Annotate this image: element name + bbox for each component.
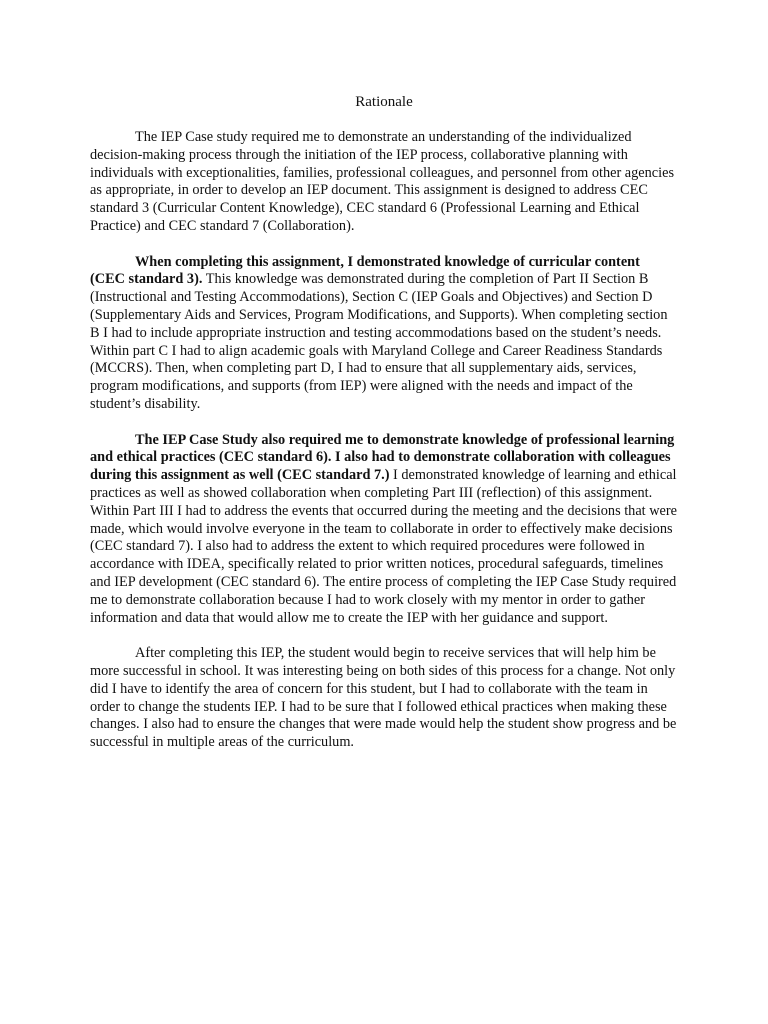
document-body	[90, 129, 678, 770]
paragraph-1-text: The IEP Case study required me to demonstrate an understanding of the individualized decision-making process through the initiation of the IEP process, collaborative planning with individuals with exceptionalities, families, professional colleagues, and personnel from other agencies as appropriate, in order to develop an IEP document. This assignment is designed to address CEC standard 3 (Curricular Content Knowledge), CEC standard 6 (Professional Learning and Ethical Practice) and CEC standard 7 (Collaboration).	[90, 129, 675, 234]
paragraph-2-bold: When completing this assignment, I demonstrated knowledge of curricular content (CEC standard 3).	[90, 253, 640, 288]
paragraph-4	[90, 645, 678, 752]
paragraph-3-text: I demonstrated knowledge of learning and ethical practices as well as showed collaboration when completing Part III (reflection) of this assignment. Within Part III I had to address the events that occurred during the meeting and the decisions that were made, which would involve everyone in the team to collaborate in order to effectively make decisions (CEC standard 7). I also had to address the extent to which required procedures were followed in accordance with IDEA, specifically related to prior written notices, procedural safeguards, timelines and IEP development (CEC standard 6). The entire process of completing the IEP Case Study required me to demonstrate collaboration because I had to work closely with my mentor in order to gather information and data that would allow me to create the IEP with her guidance and support.	[90, 467, 677, 626]
document-title: Rationale	[355, 94, 413, 110]
paragraph-4-text: After completing this IEP, the student would begin to receive services that will help him be more successful in school. It was interesting being on both sides of this process for a change. Not only did I have to identify the area of concern for this student, but I had to collaborate with the team in order to change the students IEP. I had to be sure that I followed ethical practices when making these changes. I also had to ensure the changes that were made would help the student show progress and be successful in multiple areas of the curriculum.	[90, 645, 677, 751]
paragraph-3-bold: The IEP Case Study also required me to demonstrate knowledge of professional learning and ethical practices (CEC standard 6). I also had to demonstrate collaboration with colleagues during this assignment as well (CEC standard 7.)	[90, 431, 675, 484]
paragraph-2	[90, 254, 678, 414]
paragraph-3	[90, 432, 678, 628]
paragraph-2-text: This knowledge was demonstrated during the completion of Part II Section B (Instructional and Testing Accommodations), Section C (IEP Goals and Objectives) and Section D (Supplementary Aids and Services, Program Modifications, and Supports). When completing section B I had to include appropriate instruction and testing accommodations based on the student’s needs. Within part C I had to align academic goals with Maryland College and Career Readiness Standards (MCCRS). Then, when completing part D, I had to ensure that all supplementary aids, services, program modifications, and supports (from IEP) were aligned with the needs and impact of the student’s disability.	[90, 271, 668, 412]
paragraph-1	[90, 129, 678, 236]
